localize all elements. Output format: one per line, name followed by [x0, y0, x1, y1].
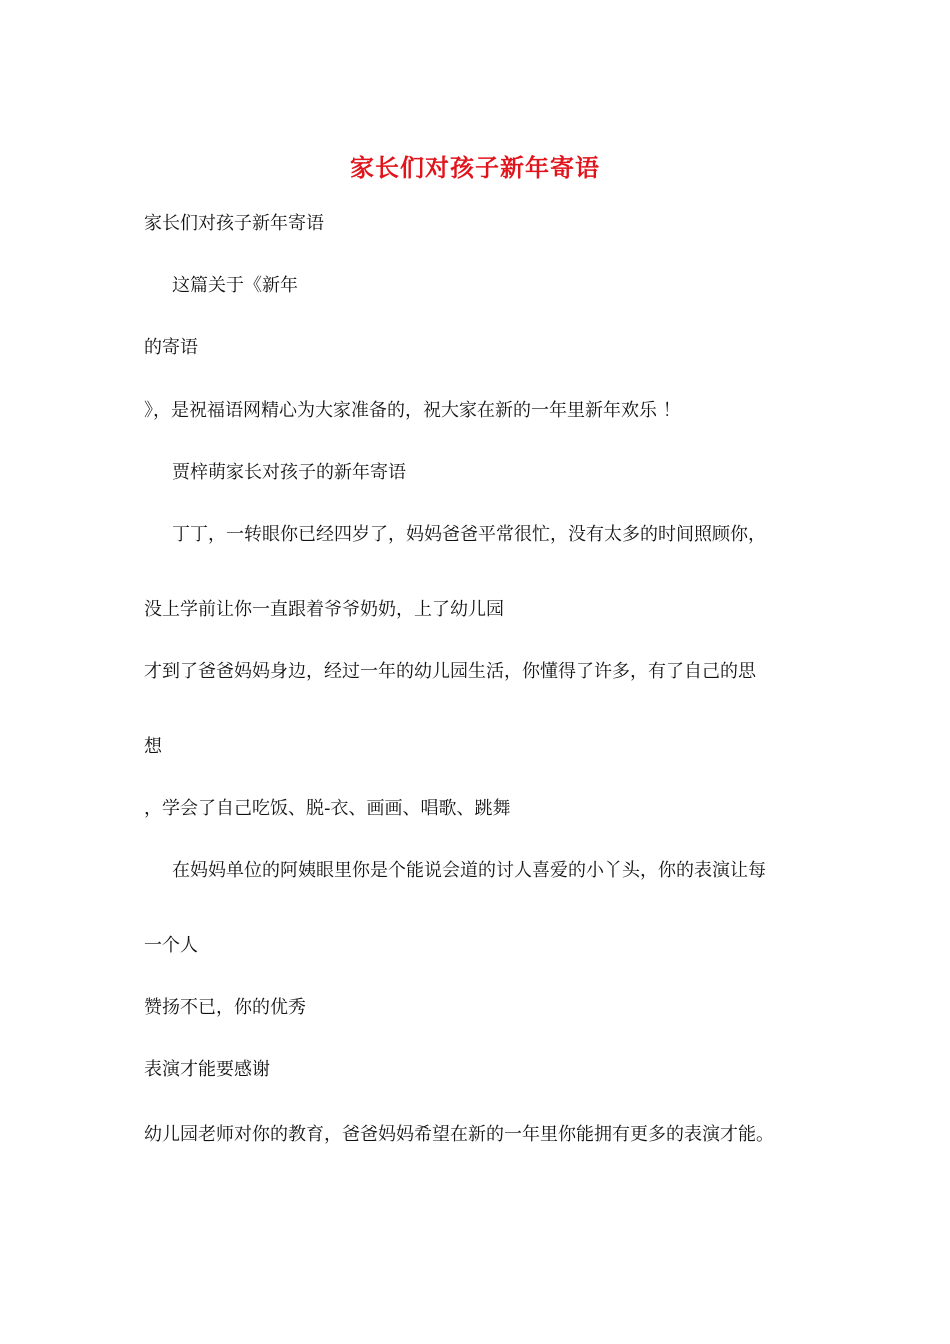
paragraph-line: 幼儿园老师对你的教育，爸爸妈妈希望在新的一年里你能拥有更多的表演才能。: [144, 1124, 774, 1145]
paragraph-line: 》，是祝福语网精心为大家准备的，祝大家在新的一年里新年欢乐 ！: [144, 400, 681, 421]
paragraph-line: ，学会了自己吃饭、脱-衣、画画、唱歌、跳舞: [144, 798, 511, 819]
paragraph-line: 没上学前让你一直跟着爷爷奶奶，上了幼儿园: [144, 599, 504, 620]
paragraph-line: 一个人: [144, 935, 198, 956]
paragraph-line: 这篇关于《新年: [172, 275, 298, 296]
paragraph-line: 表演才能要感谢: [144, 1059, 270, 1080]
paragraph-line: 家长们对孩子新年寄语: [144, 213, 324, 234]
paragraph-line: 贾梓萌家长对孩子的新年寄语: [172, 462, 406, 483]
paragraph-line: 赞扬不已，你的优秀: [144, 997, 306, 1018]
paragraph-line: 想: [144, 736, 162, 757]
paragraph-line: 丁丁，一转眼你已经四岁了，妈妈爸爸平常很忙，没有太多的时间照顾你，: [172, 524, 766, 545]
document-title: 家长们对孩子新年寄语: [350, 153, 600, 182]
paragraph-line: 在妈妈单位的阿姨眼里你是个能说会道的讨人喜爱的小丫头，你的表演让每: [172, 860, 766, 881]
paragraph-line: 才到了爸爸妈妈身边，经过一年的幼儿园生活，你懂得了许多，有了自己的思: [144, 661, 756, 682]
paragraph-line: 的寄语: [144, 337, 198, 358]
